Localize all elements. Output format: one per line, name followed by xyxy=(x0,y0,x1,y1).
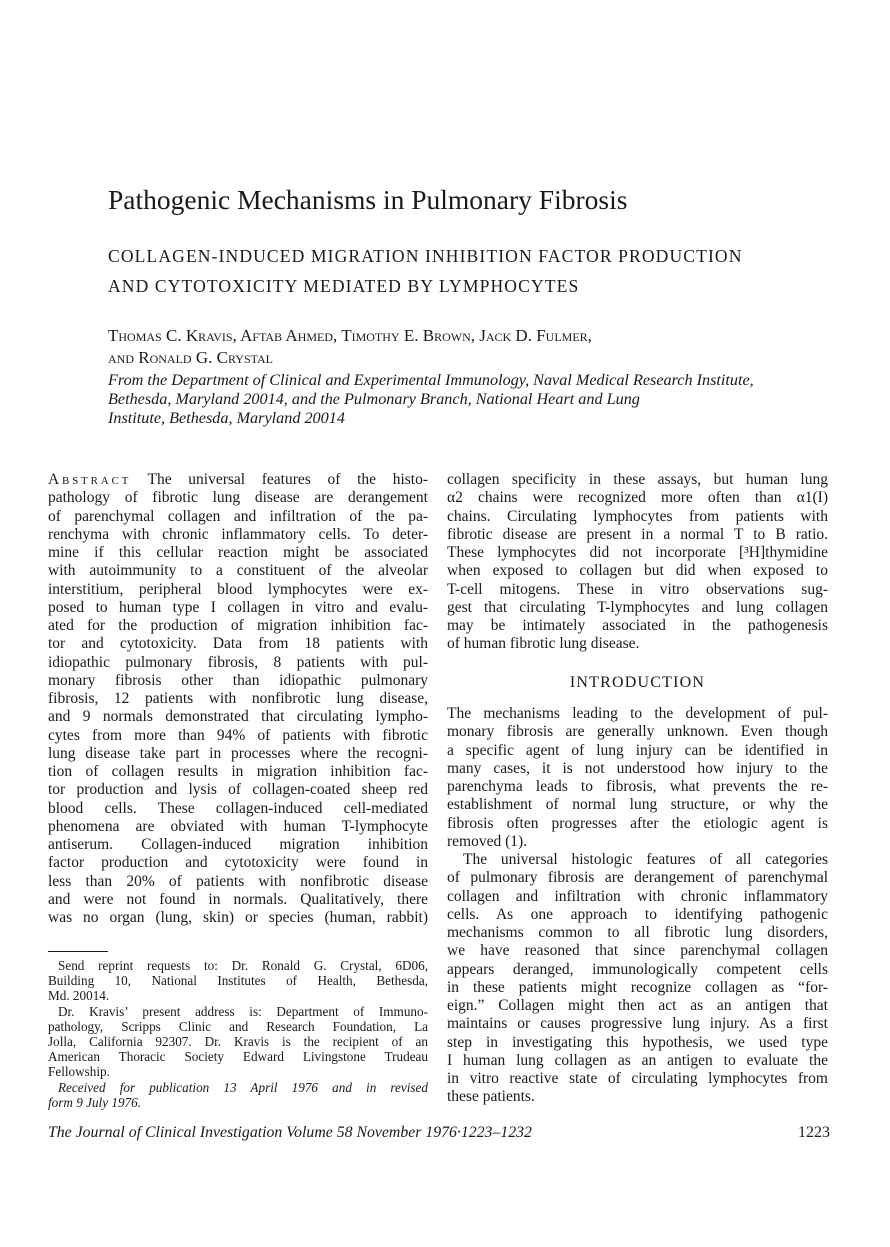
footnote-line: Building 10, National Institutes of Health, Bethesda, xyxy=(48,973,428,989)
intro-line: we have reasoned that since parenchymal collagen xyxy=(447,942,828,960)
footnote-line: Received for publication 13 April 1976 and in revised xyxy=(58,1079,428,1095)
abstract-line: less than 20% of patients with nonfibrotic disease xyxy=(48,872,428,890)
abstract-line: gest that circulating T-lymphocytes and lung collagen xyxy=(447,598,828,616)
abstract-line: factor production and cytotoxicity were found in xyxy=(48,854,428,872)
footnote-line: pathology, Scripps Clinic and Research Foundation, La xyxy=(48,1018,428,1034)
abstract-line: idiopathic pulmonary fibrosis, 8 patients with pul- xyxy=(48,653,428,671)
intro-line: in these patients might recognize collagen as “for- xyxy=(447,978,828,996)
abstract-line: These lymphocytes did not incorporate [³H]thymidine xyxy=(447,544,828,561)
introduction-body xyxy=(447,705,828,1107)
abstract-line: renchyma with chronic inflammatory cells. To deter- xyxy=(48,525,428,543)
footnote-line: form 9 July 1976. xyxy=(48,1094,142,1110)
abstract-line: may be intimately associated in the pathogenesis xyxy=(447,617,828,634)
abstract-line: lung disease take part in processes where the recogni- xyxy=(48,744,428,762)
author-list xyxy=(108,325,848,369)
abstract-left-column xyxy=(48,471,428,927)
abstract-line: collagen specificity in these assays, but human lung xyxy=(447,471,828,488)
intro-line: The universal histologic features of all categories xyxy=(463,851,828,868)
author-line: Thomas C. Kravis, Aftab Ahmed, Timothy E. Brown, Jack D. Fulmer, xyxy=(108,326,592,345)
journal-citation: The Journal of Clinical Investigation Volume 58 November 1976·1223–1232 xyxy=(48,1124,532,1141)
abstract-line: antiserum. Collagen-induced migration inhibition xyxy=(48,836,428,853)
footnote-line: Md. 20014. xyxy=(48,988,110,1004)
subtitle-line: COLLAGEN-INDUCED MIGRATION INHIBITION FACTOR PRODUCTION xyxy=(108,246,743,266)
abstract-line: monary fibrosis other than idiopathic pulmonary xyxy=(48,671,428,689)
abstract-line: was no organ (lung, skin) or species (human, rabbit) xyxy=(48,909,428,926)
intro-line: collagen and infiltration with chronic inflammatory xyxy=(447,887,828,905)
abstract-line: tion of collagen results in migration inhibition fac- xyxy=(48,763,428,780)
footnote-line: Send reprint requests to: Dr. Ronald G. Crystal, 6D06, xyxy=(58,958,428,973)
affiliation-line: From the Department of Clinical and Experimental Immunology, Naval Medical Research Institute, xyxy=(108,371,754,389)
intro-line: mechanisms common to all fibrotic lung disorders, xyxy=(447,924,828,941)
abstract-line: α2 chains were recognized more often than α1(I) xyxy=(447,489,828,507)
intro-line: cells. As one approach to identifying pathogenic xyxy=(447,905,828,923)
affiliation-line: Institute, Bethesda, Maryland 20014 xyxy=(108,409,345,427)
abstract-line: tor production and lysis of collagen-coated sheep red xyxy=(48,781,428,799)
abstract-line: and 9 normals demonstrated that circulating lympho- xyxy=(48,708,428,726)
abstract-line: when exposed to collagen but did when exposed to xyxy=(447,562,828,580)
intro-line: I human lung collagen as an antigen to evaluate the xyxy=(447,1051,828,1069)
abstract-line: fibrotic disease are present in a normal T to B ratio. xyxy=(447,525,828,543)
abstract-line: chains. Circulating lymphocytes from patients with xyxy=(447,507,828,525)
subtitle-line: AND CYTOTOXICITY MEDIATED BY LYMPHOCYTES xyxy=(108,276,580,296)
footnote-divider xyxy=(48,951,108,952)
abstract-line: of parenchymal collagen and infiltration of the pa- xyxy=(48,507,428,525)
abstract-line: phenomena are obviated with human T-lymphocyte xyxy=(48,817,428,835)
intro-line: parenchyma leads to fibrosis, what prevents the re- xyxy=(447,778,828,795)
abstract-right-column xyxy=(447,471,828,654)
intro-line: step in investigating this hypothesis, we used type xyxy=(447,1033,828,1051)
section-heading-introduction: INTRODUCTION xyxy=(569,674,706,691)
intro-line: The mechanisms leading to the development of pul- xyxy=(447,705,828,722)
abstract-line: blood cells. These collagen-induced cell-mediated xyxy=(48,799,428,817)
footnote-line: Dr. Kravis’ present address is: Department of Immuno- xyxy=(58,1003,428,1019)
footnote-line: Fellowship. xyxy=(48,1064,110,1080)
abstract-line: mine if this cellular reaction might be associated xyxy=(48,544,428,561)
abstract-line: pathology of fibrotic lung disease are derangement xyxy=(48,489,428,507)
intro-line: establishment of normal lung structure, or why the xyxy=(447,796,828,814)
article-subtitle xyxy=(108,241,848,301)
page-number: 1223 xyxy=(798,1124,830,1141)
footnote-line: Jolla, California 92307. Dr. Kravis is the recipient of an xyxy=(48,1034,428,1050)
abstract-line: tor and cytotoxicity. Data from 18 patients with xyxy=(48,635,428,653)
abstract-line: T-cell mitogens. These in vitro observations sug- xyxy=(447,580,828,598)
intro-line: these patients. xyxy=(447,1088,535,1106)
intro-line: a specific agent of lung injury can be identified in xyxy=(447,741,828,759)
article-title: Pathogenic Mechanisms in Pulmonary Fibrosis xyxy=(108,184,628,215)
abstract-line: cytes from more than 94% of patients with fibrotic xyxy=(48,726,428,744)
intro-line: of pulmonary fibrosis are derangement of parenchymal xyxy=(447,869,828,887)
abstract-line: interstitium, peripheral blood lymphocytes were ex- xyxy=(48,580,428,598)
intro-line: maintains or causes progressive lung injury. As a first xyxy=(447,1015,828,1033)
footnote-line: American Thoracic Society Edward Livingstone Trudeau xyxy=(48,1049,428,1065)
abstract-line: posed to human type I collagen in vitro and evalu- xyxy=(48,598,428,616)
abstract-line: with autoimmunity to a constituent of the alveolar xyxy=(48,562,428,580)
author-line: and Ronald G. Crystal xyxy=(108,348,273,367)
abstract-label: Abstract xyxy=(48,471,132,488)
intro-line: many cases, it is not understood how injury to the xyxy=(447,759,828,777)
abstract-line: fibrosis, 12 patients with nonfibrotic lung disease, xyxy=(48,690,428,707)
abstract-first-line xyxy=(48,471,428,489)
abstract-line: of human fibrotic lung disease. xyxy=(447,635,640,653)
abstract-first-text: The universal features of the histo- xyxy=(131,471,428,488)
intro-line: fibrosis often progresses after the etiologic agent is xyxy=(447,814,828,832)
abstract-line: and were not found in normals. Qualitatively, there xyxy=(48,890,428,908)
affiliation xyxy=(108,371,848,428)
abstract-line: ated for the production of migration inhibition fac- xyxy=(48,617,428,634)
intro-line: appears deranged, immunologically competent cells xyxy=(447,960,828,978)
footnotes xyxy=(48,958,428,1110)
intro-line: removed (1). xyxy=(447,832,528,850)
intro-line: eign.” Collagen might then act as an antigen that xyxy=(447,997,828,1014)
intro-line: monary fibrosis are generally unknown. Even though xyxy=(447,723,828,741)
intro-line: in vitro reactive state of circulating lymphocytes from xyxy=(447,1070,828,1087)
affiliation-line: Bethesda, Maryland 20014, and the Pulmonary Branch, National Heart and Lung xyxy=(108,390,640,408)
